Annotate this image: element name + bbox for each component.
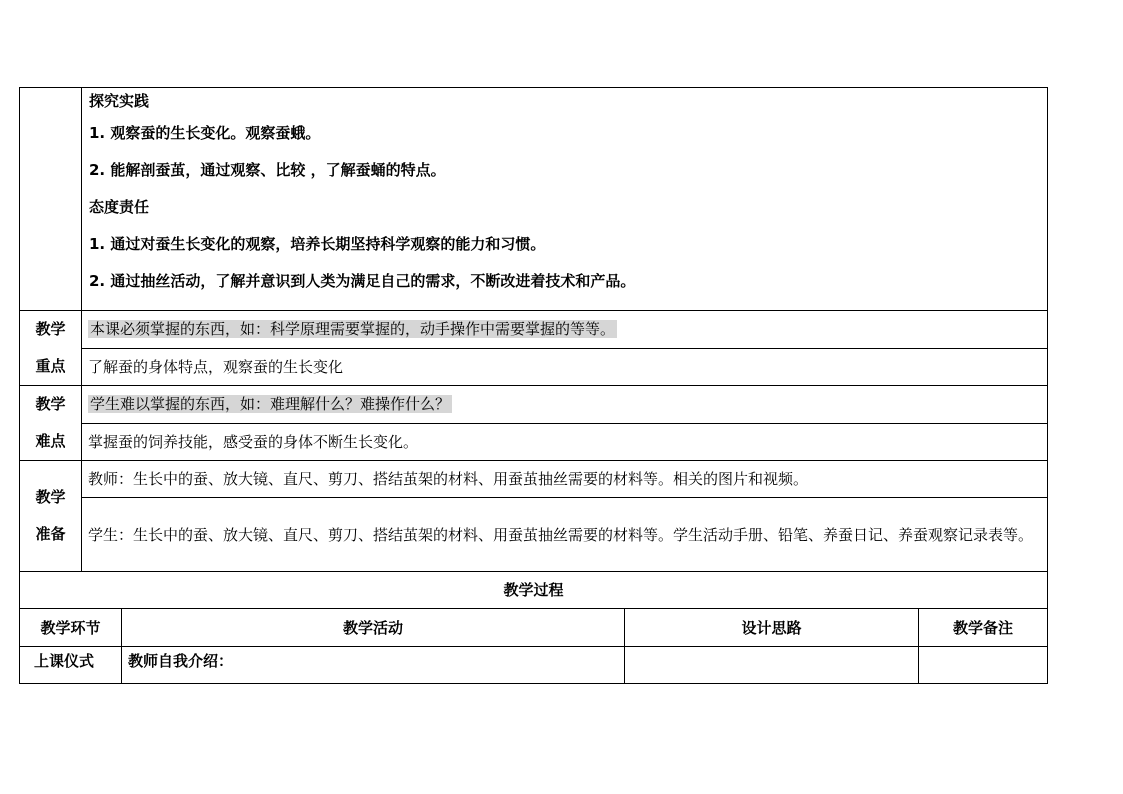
header-activity: 教学活动 <box>122 609 625 647</box>
difficulties-hint-cell <box>82 386 1048 424</box>
objectives-row <box>20 88 1048 311</box>
row-design <box>625 647 919 684</box>
preparation-student: 学生：生长中的蚕、放大镜、直尺、剪刀、搭结茧架的材料、用蚕茧抽丝需要的材料等。学生活动手册、铅笔、养蚕日记、养蚕观察记录表等。 <box>82 498 1048 572</box>
process-row <box>20 647 1048 684</box>
header-design: 设计思路 <box>625 609 919 647</box>
process-header-row <box>20 609 1048 647</box>
difficulties-row-1 <box>20 386 1048 424</box>
lesson-plan-table <box>19 87 1048 684</box>
difficulties-label: 教学 难点 <box>20 386 82 461</box>
header-stage: 教学环节 <box>20 609 122 647</box>
difficulties-hint: 学生难以掌握的东西，如：难理解什么？难操作什么？ <box>90 395 451 414</box>
practice-item-2: 2. 能解剖蚕茧，通过观察、比较 ，了解蚕蛹的特点。 <box>89 161 446 179</box>
difficulties-row-2 <box>20 423 1048 461</box>
row-notes <box>919 647 1048 684</box>
key-points-label: 教学 重点 <box>20 311 82 386</box>
practice-item-1: 1. 观察蚕的生长变化。观察蚕蛾。 <box>89 124 321 142</box>
row-stage: 上课仪式 <box>20 647 122 684</box>
preparation-label: 教学 准备 <box>20 461 82 572</box>
process-title-row <box>20 572 1048 609</box>
objectives-cell <box>82 88 1048 311</box>
preparation-row-1 <box>20 461 1048 498</box>
objectives-label-cell <box>20 88 82 311</box>
preparation-row-2 <box>20 498 1048 572</box>
key-points-hint-cell <box>82 311 1048 349</box>
key-points-row-2 <box>20 348 1048 386</box>
difficulties-content: 掌握蚕的饲养技能，感受蚕的身体不断生长变化。 <box>82 423 1048 461</box>
header-notes: 教学备注 <box>919 609 1048 647</box>
key-points-hint: 本课必须掌握的东西，如：科学原理需要掌握的，动手操作中需要掌握的等等。 <box>90 320 616 339</box>
row-activity: 教师自我介绍： <box>122 647 625 684</box>
attitude-heading: 态度责任 <box>89 198 150 216</box>
preparation-teacher: 教师：生长中的蚕、放大镜、直尺、剪刀、搭结茧架的材料、用蚕茧抽丝需要的材料等。相关的图片和视频。 <box>82 461 1048 498</box>
attitude-item-1: 1. 通过对蚕生长变化的观察，培养长期坚持科学观察的能力和习惯。 <box>89 235 546 253</box>
key-points-content: 了解蚕的身体特点，观察蚕的生长变化 <box>82 348 1048 386</box>
practice-heading: 探究实践 <box>89 92 150 110</box>
process-title: 教学过程 <box>20 572 1048 609</box>
attitude-item-2: 2. 通过抽丝活动，了解并意识到人类为满足自己的需求，不断改进着技术和产品。 <box>89 272 636 290</box>
key-points-row-1 <box>20 311 1048 349</box>
